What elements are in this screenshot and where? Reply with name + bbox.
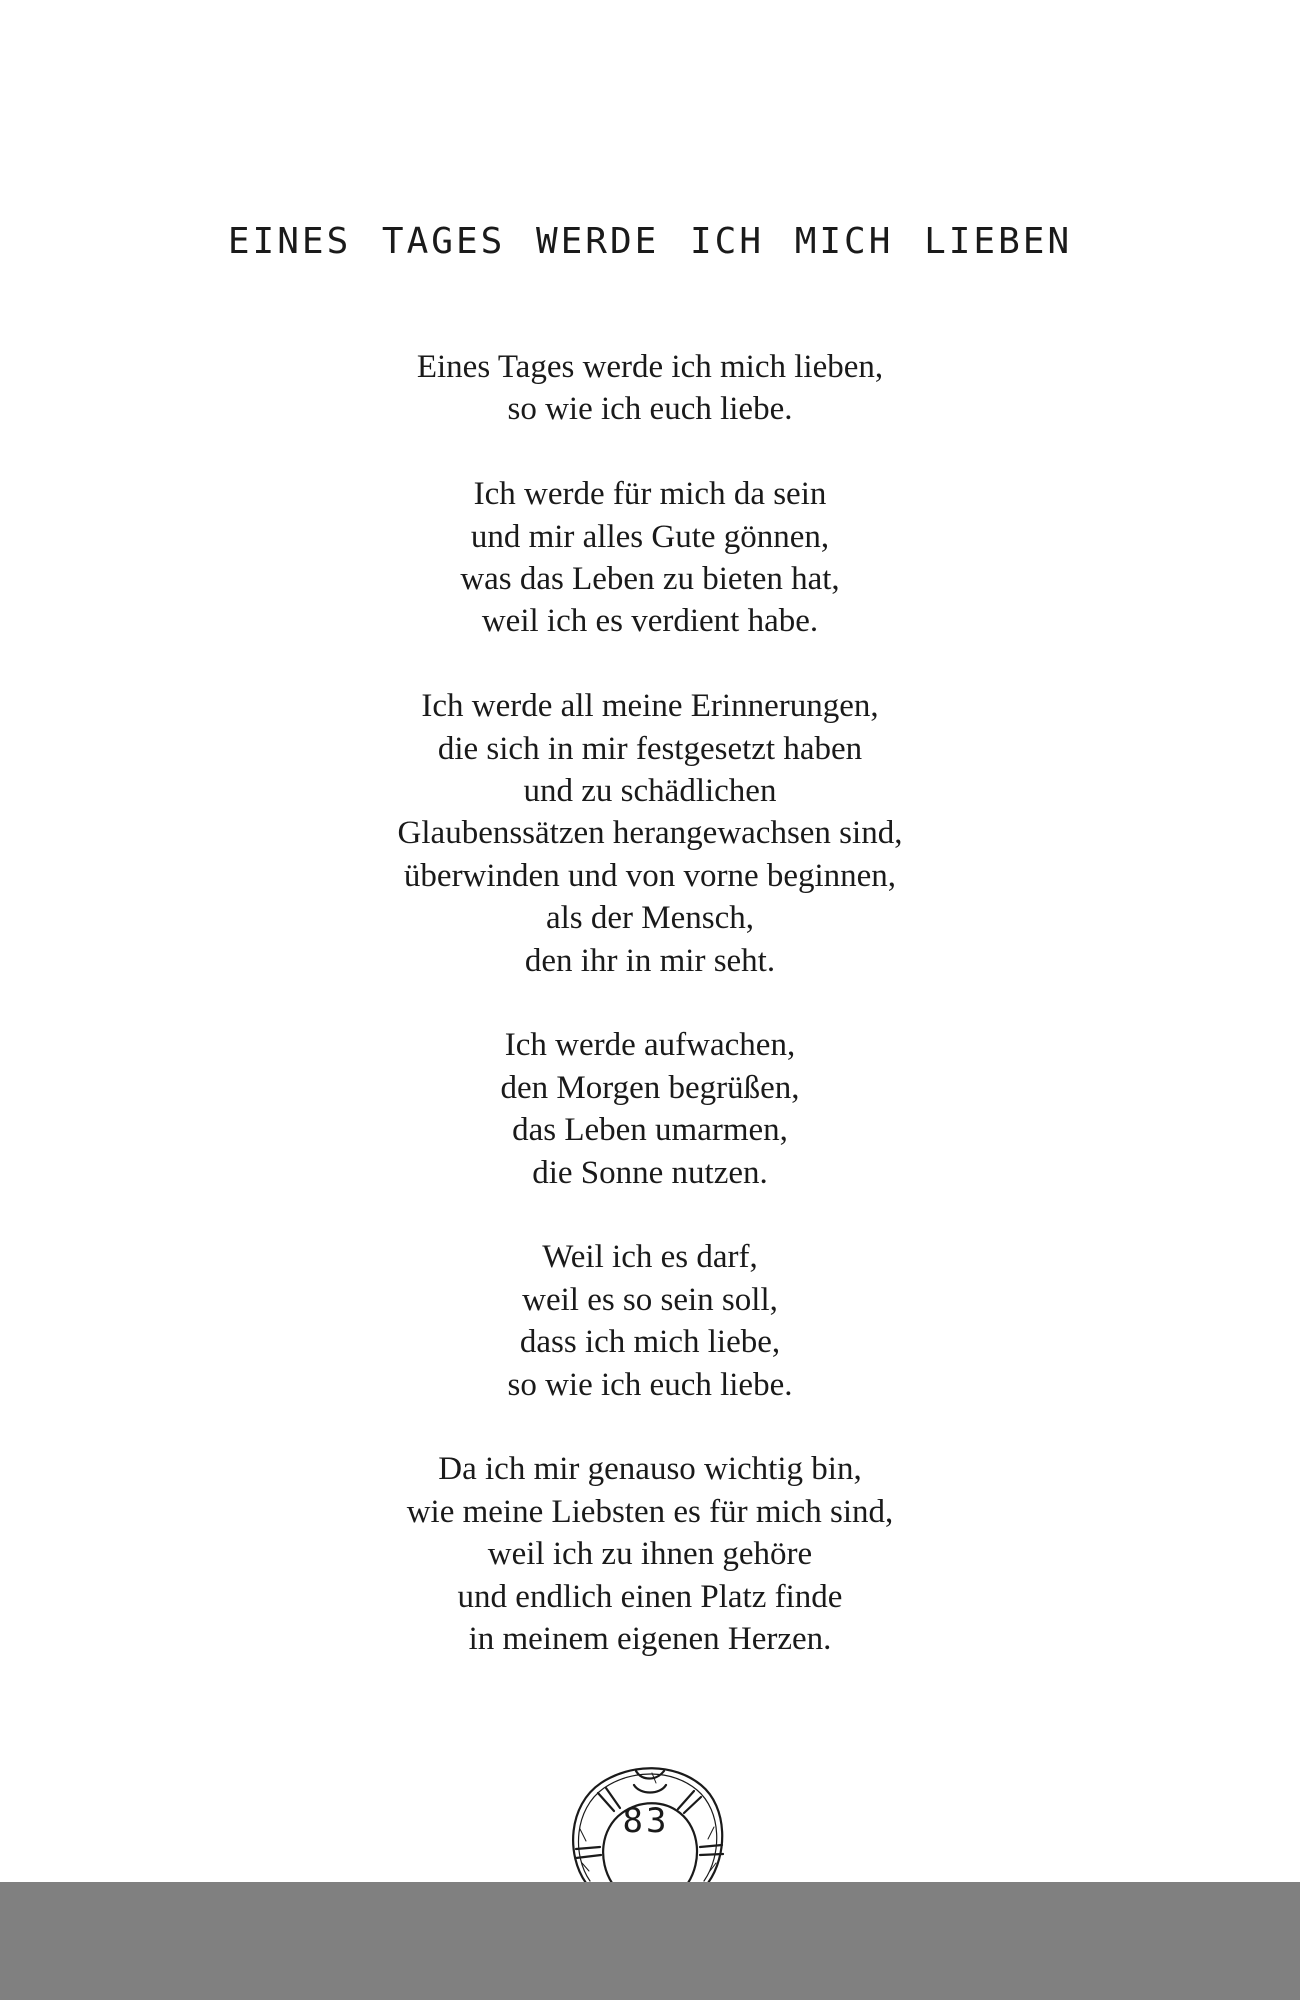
poem-line: überwinden und von vorne beginnen, [403,857,897,894]
poem-line: und zu schädlichen [523,773,777,810]
poem-line: Ich werde all meine Erinnerungen, [421,688,879,725]
stanza-4 [0,1024,1300,1194]
poem-line: so wie ich euch liebe. [507,1366,793,1403]
stanza-6 [0,1448,1300,1660]
poem-line: die sich in mir festgesetzt haben [437,730,863,767]
stanza-1 [0,346,1300,431]
poem-line: Weil ich es darf, [542,1239,758,1276]
poem-line: und mir alles Gute gönnen, [470,518,830,555]
poem-line: dass ich mich liebe, [519,1324,781,1361]
poem-line: Da ich mir genauso wichtig bin, [438,1451,862,1488]
poem-body [0,346,1300,1703]
footer-bar [0,1882,1300,2000]
page-number: 83 [622,1801,670,1841]
poem-line: den Morgen begrüßen, [500,1069,800,1106]
stanza-3 [0,685,1300,982]
poem-line: als der Mensch, [545,900,755,937]
poem-line: den ihr in mir seht. [524,942,776,979]
poem-line: Ich werde aufwachen, [504,1027,796,1064]
poem-line: in meinem eigenen Herzen. [468,1621,832,1658]
poem-line: Eines Tages werde ich mich lieben, [416,349,884,385]
page-number-badge [556,1745,736,1895]
stanza-2 [0,473,1300,643]
poem-line: weil ich zu ihnen gehöre [487,1536,813,1573]
poem-line: Ich werde für mich da sein [473,476,827,513]
poem-line: wie meine Liebsten es für mich sind, [406,1493,894,1530]
poem-line: weil es so sein soll, [522,1281,778,1318]
poem-line: und endlich einen Platz finde [457,1578,843,1615]
poem-line: was das Leben zu bieten hat, [460,561,840,598]
poem-line: Glaubenssätzen herangewachsen sind, [397,815,903,852]
stanza-5 [0,1236,1300,1406]
poem-title: EINES TAGES WERDE ICH MICH LIEBEN [227,221,1073,262]
poem-line: so wie ich euch liebe. [507,391,793,428]
poem-line: das Leben umarmen, [512,1112,788,1149]
poem-line: weil ich es verdient habe. [481,603,819,640]
poem-line: die Sonne nutzen. [532,1154,768,1191]
